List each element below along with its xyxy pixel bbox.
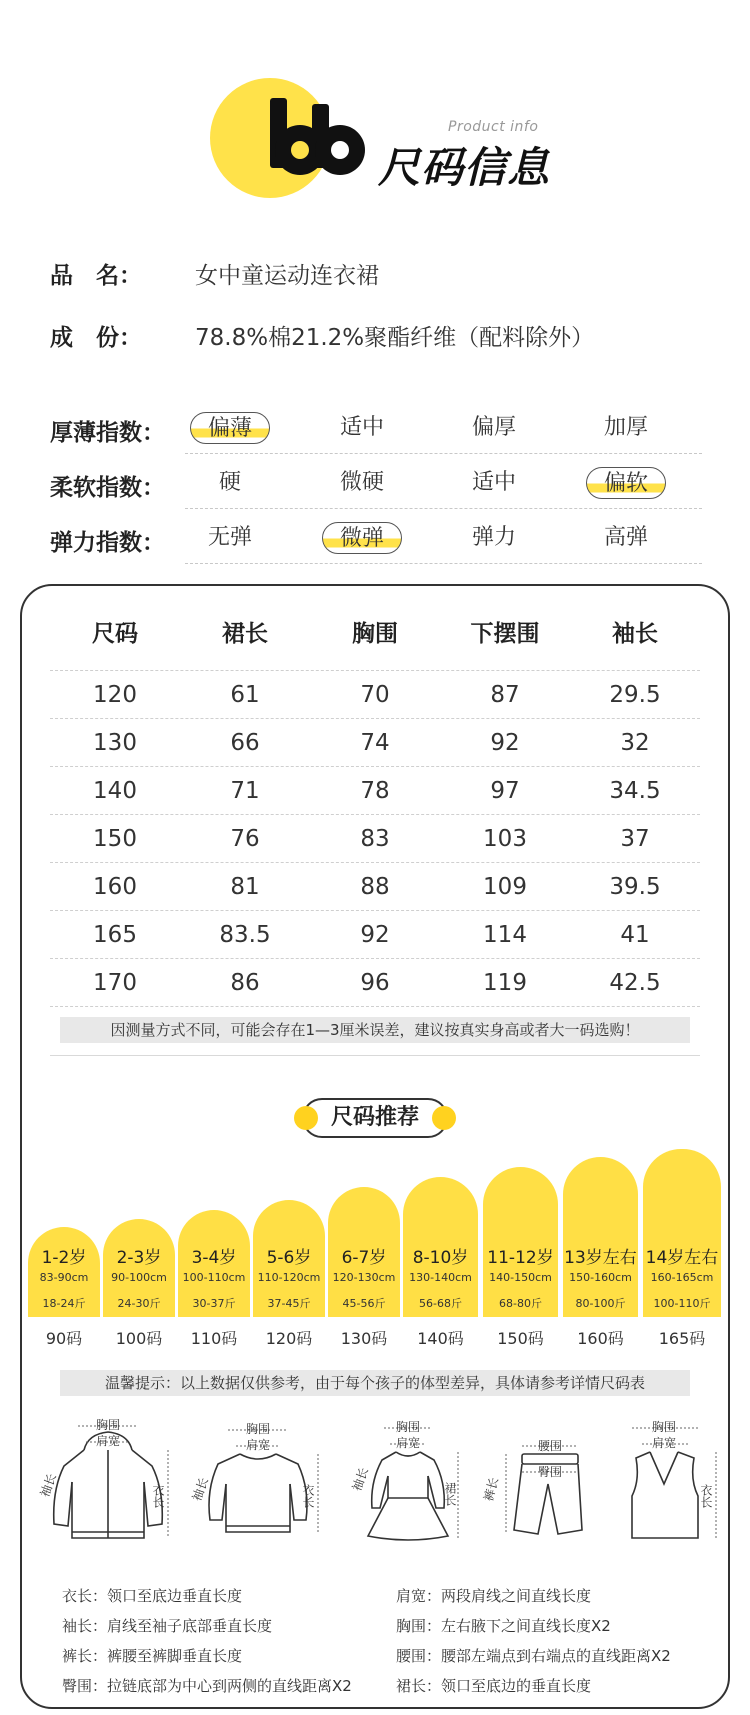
table-row: [50, 767, 700, 815]
table-cell: 96: [360, 970, 390, 996]
divider: [185, 453, 702, 454]
glossary-item: [396, 1585, 591, 1606]
glossary-definition: 裤腰至裤脚垂直长度: [107, 1647, 243, 1665]
jacket-shoulder-label: 肩宽: [95, 1434, 121, 1448]
bar-age-label: 5-6岁: [266, 1248, 312, 1268]
table-cell: 88: [360, 874, 390, 900]
elasticity-index-label: 弹力指数：: [50, 530, 165, 556]
column-header: 胸围: [352, 621, 398, 647]
table-cell: 83.5: [219, 922, 271, 948]
pants-hip-label: 臀围: [537, 1465, 563, 1479]
table-cell: 29.5: [609, 682, 661, 708]
table-cell: 61: [230, 682, 260, 708]
size-table-body: [50, 671, 700, 1007]
glossary-term: 裙长：: [396, 1677, 442, 1695]
dress-shoulder-label: 肩宽: [395, 1436, 421, 1450]
bar-height-label: 110-120cm: [257, 1271, 321, 1284]
sweater-chest-label: 胸围: [245, 1422, 271, 1436]
glossary-term: 腰围：: [396, 1647, 442, 1665]
bar-height-label: 120-130cm: [332, 1271, 396, 1284]
product-name-label: 品 名：: [50, 263, 142, 289]
table-cell: 150: [93, 826, 137, 852]
sweater-measure-icon: [188, 1420, 328, 1550]
elasticity-option: 弹力: [471, 525, 516, 550]
glossary-item: [396, 1615, 611, 1636]
recommend-title: 尺码推荐: [330, 1105, 419, 1130]
table-cell: 160: [93, 874, 137, 900]
bar-size-label: 140码: [417, 1329, 464, 1348]
table-row: [50, 863, 700, 911]
table-cell: 70: [360, 682, 390, 708]
softness-index-row: [50, 461, 700, 509]
recommend-badge: [302, 1098, 448, 1138]
table-cell: 140: [93, 778, 137, 804]
dress-chest-label: 胸围: [395, 1420, 421, 1434]
size-table: [50, 607, 700, 1007]
elasticity-option-selected: 微弹: [322, 522, 402, 554]
sweater-length-label: 衣长: [301, 1484, 315, 1508]
table-cell: 170: [93, 970, 137, 996]
size-recommend-bar: [103, 1219, 175, 1317]
pants-measure-icon: [481, 1420, 608, 1550]
size-tip: 温馨提示：以上数据仅供参考，由于每个孩子的体型差异，具体请参考详情尺码表: [60, 1370, 690, 1396]
table-cell: 92: [490, 730, 520, 756]
softness-option: 硬: [218, 470, 241, 495]
brand-logo-icon: [268, 98, 368, 182]
table-row: [50, 671, 700, 719]
table-cell: 120: [93, 682, 137, 708]
table-cell: 74: [360, 730, 390, 756]
dress-length-label: 裙长: [443, 1482, 457, 1506]
thickness-option: 加厚: [603, 415, 648, 440]
size-recommend-bar: [483, 1167, 558, 1317]
size-recommend-bar: [563, 1157, 638, 1317]
bar-size-label: 90码: [45, 1329, 83, 1348]
pants-waist-label: 腰围: [537, 1439, 563, 1453]
table-cell: 81: [230, 874, 260, 900]
bar-height-label: 140-150cm: [489, 1271, 552, 1284]
size-recommend-bar: [328, 1187, 400, 1317]
glossary-definition: 拉链底部为中心到两侧的直线距离X2: [107, 1677, 352, 1695]
column-header: 裙长: [222, 621, 268, 647]
thickness-option: 偏厚: [471, 415, 516, 440]
column-header: 下摆围: [470, 621, 540, 647]
header-title: 尺码信息: [378, 143, 551, 192]
bar-age-label: 1-2岁: [41, 1248, 87, 1268]
bar-height-label: 100-110cm: [182, 1271, 246, 1284]
glossary-item: [62, 1615, 272, 1636]
table-cell: 87: [490, 682, 520, 708]
dress-measure-icon: [338, 1420, 478, 1550]
table-cell: 109: [483, 874, 527, 900]
softness-option: 微硬: [339, 470, 384, 495]
header-subtitle: Product info: [448, 119, 539, 135]
glossary-definition: 领口至底边垂直长度: [107, 1587, 243, 1605]
product-material-label: 成 份：: [50, 325, 142, 351]
bar-size-label: 160码: [577, 1329, 624, 1348]
size-recommend-bar: [643, 1149, 721, 1317]
bar-age-label: 11-12岁: [487, 1248, 554, 1268]
table-row: [50, 959, 700, 1007]
glossary-item: [396, 1645, 671, 1666]
bar-size-label: 165码: [658, 1329, 706, 1348]
thickness-index-row: [50, 406, 700, 454]
divider: [50, 1055, 700, 1056]
bar-size-label: 150码: [497, 1329, 544, 1348]
table-cell: 130: [93, 730, 137, 756]
vest-measure-icon: [606, 1420, 736, 1550]
softness-option: 适中: [471, 470, 516, 495]
bar-weight-label: 24-30斤: [117, 1297, 161, 1310]
divider: [185, 563, 702, 564]
table-cell: 37: [620, 826, 650, 852]
softness-option-selected: 偏软: [586, 467, 666, 499]
glossary-definition: 领口至底边的垂直长度: [441, 1677, 592, 1695]
table-cell: 39.5: [609, 874, 661, 900]
size-recommend-bar: [403, 1177, 478, 1317]
table-cell: 42.5: [609, 970, 661, 996]
column-header: 袖长: [612, 621, 658, 647]
pants-length-label: 裤长: [481, 1475, 502, 1503]
size-recommend-bar: [28, 1227, 100, 1317]
glossary-definition: 两段肩线之间直线长度: [441, 1587, 592, 1605]
table-cell: 83: [360, 826, 390, 852]
table-cell: 165: [93, 922, 137, 948]
table-cell: 32: [620, 730, 650, 756]
glossary-definition: 肩线至袖子底部垂直长度: [107, 1617, 273, 1635]
jacket-length-label: 衣长: [151, 1484, 165, 1508]
measurement-note: 因测量方式不同，可能会存在1—3厘米误差，建议按真实身高或者大一码选购！: [60, 1017, 690, 1043]
bar-height-label: 90-100cm: [111, 1271, 167, 1284]
table-cell: 41: [620, 922, 650, 948]
product-material-value: 78.8%棉21.2%聚酯纤维（配料除外）: [195, 325, 595, 351]
elasticity-option: 高弹: [603, 525, 648, 550]
table-cell: 66: [230, 730, 260, 756]
glossary-item: [396, 1675, 591, 1696]
bar-age-label: 13岁左右: [564, 1248, 637, 1268]
table-cell: 76: [230, 826, 260, 852]
table-cell: 114: [483, 922, 527, 948]
glossary-term: 裤长：: [62, 1647, 108, 1665]
bar-age-label: 2-3岁: [116, 1248, 162, 1268]
bar-weight-label: 37-45斤: [267, 1297, 311, 1310]
sweater-sleeve-label: 袖长: [189, 1475, 212, 1504]
bar-weight-label: 68-80斤: [499, 1297, 542, 1310]
glossary-term: 肩宽：: [396, 1587, 442, 1605]
table-cell: 86: [230, 970, 260, 996]
size-recommend-bar: [178, 1210, 250, 1317]
table-cell: 103: [483, 826, 527, 852]
jacket-chest-label: 胸围: [95, 1418, 121, 1432]
divider: [185, 508, 702, 509]
table-cell: 71: [230, 778, 260, 804]
glossary-definition: 腰部左端点到右端点的直线距离X2: [441, 1647, 671, 1665]
bar-age-label: 6-7岁: [341, 1248, 387, 1268]
bar-size-label: 130码: [340, 1329, 388, 1348]
column-header: 尺码: [92, 621, 138, 647]
elasticity-option: 无弹: [207, 525, 252, 550]
table-row: [50, 911, 700, 959]
size-recommend-bar: [253, 1200, 325, 1317]
bar-size-label: 110码: [190, 1329, 238, 1348]
bar-weight-label: 100-110斤: [653, 1297, 711, 1310]
elasticity-index-row: [50, 516, 700, 564]
glossary-definition: 左右腋下之间直线长度X2: [441, 1617, 611, 1635]
bar-weight-label: 56-68斤: [419, 1297, 462, 1310]
bar-age-label: 14岁左右: [645, 1248, 719, 1268]
thickness-option: 适中: [339, 415, 384, 440]
table-cell: 78: [360, 778, 390, 804]
thickness-index-label: 厚薄指数：: [50, 420, 165, 446]
thickness-option-selected: 偏薄: [190, 412, 270, 444]
product-name-value: 女中童运动连衣裙: [195, 263, 379, 289]
bar-height-label: 160-165cm: [650, 1271, 714, 1284]
glossary-term: 衣长：: [62, 1587, 108, 1605]
vest-shoulder-label: 肩宽: [651, 1436, 677, 1450]
table-row: [50, 719, 700, 767]
glossary-term: 袖长：: [62, 1617, 108, 1635]
softness-index-label: 柔软指数：: [50, 475, 165, 501]
glossary-item: [62, 1585, 242, 1606]
table-cell: 119: [483, 970, 527, 996]
glossary-term: 胸围：: [396, 1617, 442, 1635]
vest-chest-label: 胸围: [651, 1420, 677, 1434]
bar-weight-label: 30-37斤: [192, 1297, 236, 1310]
table-cell: 34.5: [609, 778, 661, 804]
glossary-item: [62, 1675, 352, 1696]
table-cell: 97: [490, 778, 520, 804]
dress-sleeve-label: 袖长: [349, 1465, 372, 1494]
vest-length-label: 衣长: [699, 1484, 713, 1508]
glossary-item: [62, 1645, 242, 1666]
jacket-measure-icon: [38, 1420, 178, 1550]
bar-age-label: 3-4岁: [191, 1248, 237, 1268]
bar-size-label: 120码: [265, 1329, 313, 1348]
size-table-header: [50, 607, 700, 671]
sweater-shoulder-label: 肩宽: [245, 1438, 271, 1452]
bar-height-label: 150-160cm: [569, 1271, 632, 1284]
glossary-term: 臀围：: [62, 1677, 108, 1695]
bar-height-label: 83-90cm: [39, 1271, 89, 1284]
bar-weight-label: 18-24斤: [42, 1297, 86, 1310]
bar-weight-label: 45-56斤: [342, 1297, 386, 1310]
bar-height-label: 130-140cm: [409, 1271, 472, 1284]
bar-weight-label: 80-100斤: [575, 1297, 626, 1310]
bar-age-label: 8-10岁: [412, 1248, 469, 1268]
table-cell: 92: [360, 922, 390, 948]
table-row: [50, 815, 700, 863]
bar-size-label: 100码: [115, 1329, 163, 1348]
jacket-sleeve-label: 袖长: [37, 1471, 60, 1500]
